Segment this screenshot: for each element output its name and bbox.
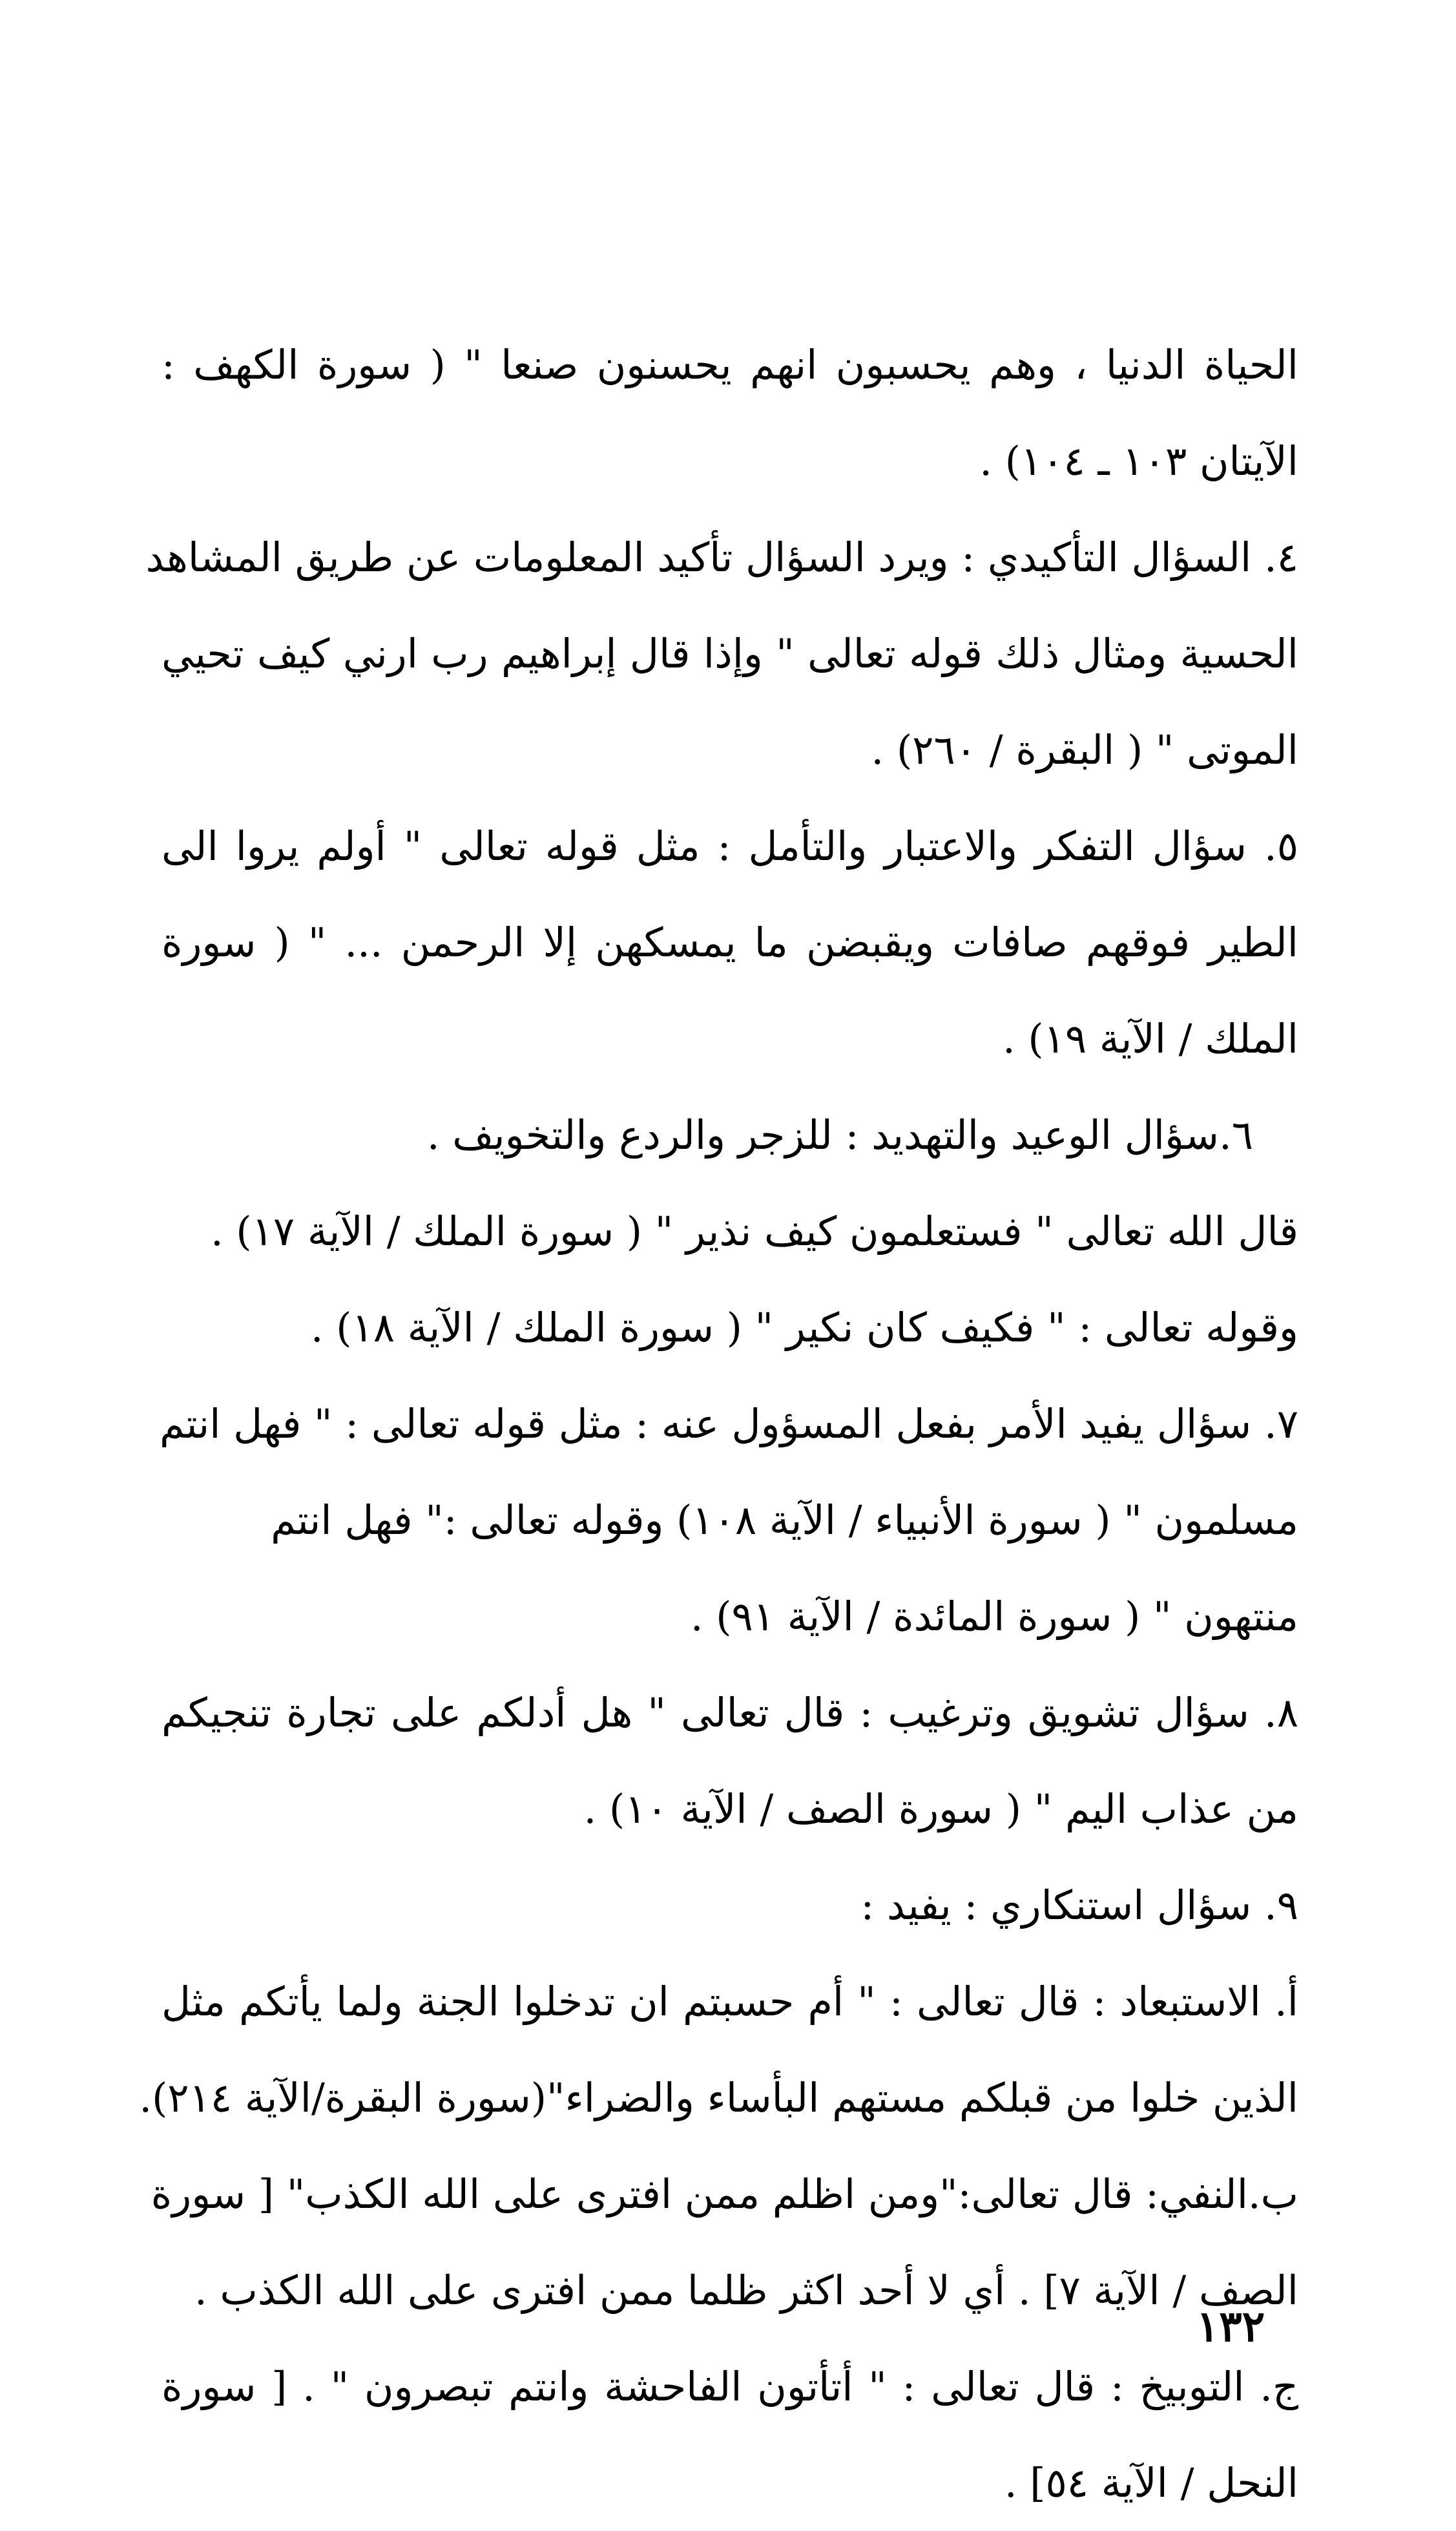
body-text xyxy=(139,317,1298,2531)
page-number: ١٣٢ xyxy=(1196,2301,1265,2351)
text-line: الطير فوقهم صافات ويقبضن ما يمسكهن إلا الرحمن ... " ( سورة xyxy=(161,919,1298,966)
text-line: الذين خلوا من قبلكم مستهم البأساء والضراء"(سورة البقرة/الآية ٢١٤). xyxy=(139,2074,1298,2121)
text-line: الموتى " ( البقرة / ٢٦٠) . xyxy=(871,726,1298,773)
text-line: قال الله تعالى " فستعلمون كيف نذير " ( سورة الملك / الآية ١٧) . xyxy=(210,1208,1298,1255)
text-line: ج. التوبيخ : قال تعالى : " أتأتون الفاحشة وانتم تبصرون " . [ سورة xyxy=(161,2363,1298,2410)
text-line: مسلمون " ( سورة الأنبياء / الآية ١٠٨) وقوله تعالى :" فهل انتم xyxy=(271,1497,1298,1544)
text-line: ٦.سؤال الوعيد والتهديد : للزجر والردع والتخويف . xyxy=(426,1111,1253,1159)
text-line: من عذاب اليم " ( سورة الصف / الآية ١٠) . xyxy=(583,1785,1298,1833)
text-line: ٩. سؤال استنكاري : يفيد : xyxy=(860,1882,1298,1929)
text-line: الصف / الآية ٧] . أي لا أحد اكثر ظلما ممن افترى على الله الكذب . xyxy=(194,2267,1298,2314)
text-line: الآيتان ١٠٣ ـ ١٠٤) . xyxy=(979,437,1298,485)
text-line: أ. الاستبعاد : قال تعالى : " أم حسبتم ان تدخلوا الجنة ولما يأتكم مثل xyxy=(161,1978,1298,2025)
text-line: ٥. سؤال التفكر والاعتبار والتأمل : مثل قوله تعالى " أولم يروا الى xyxy=(161,823,1298,870)
text-line: ب.النفي: قال تعالى:"ومن اظلم ممن افترى على الله الكذب" [ سورة xyxy=(151,2170,1298,2218)
text-line: الحسية ومثال ذلك قوله تعالى " وإذا قال إبراهيم رب ارني كيف تحيي xyxy=(161,630,1298,677)
text-line: ٨. سؤال تشويق وترغيب : قال تعالى " هل أدلكم على تجارة تنجيكم xyxy=(161,1689,1298,1736)
text-line: ٤. السؤال التأكيدي : ويرد السؤال تأكيد المعلومات عن طريق المشاهد xyxy=(145,534,1298,581)
text-line: الملك / الآية ١٩) . xyxy=(1002,1015,1298,1062)
text-line: الحياة الدنيا ، وهم يحسبون انهم يحسنون صنعا " ( سورة الكهف : xyxy=(161,341,1298,388)
text-line: ٧. سؤال يفيد الأمر بفعل المسؤول عنه : مثل قوله تعالى : " فهل انتم xyxy=(160,1400,1298,1447)
text-line: وقوله تعالى : " فكيف كان نكير " ( سورة الملك / الآية ١٨) . xyxy=(310,1304,1298,1351)
text-line: منتهون " ( سورة المائدة / الآية ٩١) . xyxy=(690,1593,1298,1640)
text-line: النحل / الآية ٥٤] . xyxy=(1004,2459,1298,2506)
